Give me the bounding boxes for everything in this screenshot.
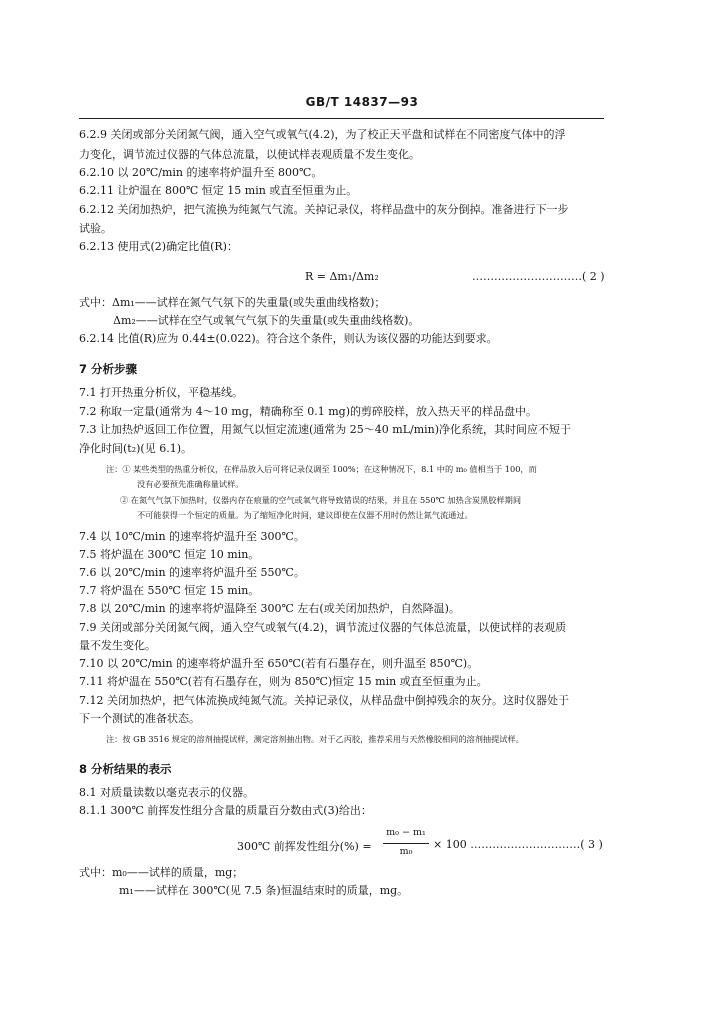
clause-7-3-line-2: 净化时间(t₂)(见 6.1)。 — [79, 442, 192, 455]
section-7-heading: 7 分析步骤 — [79, 362, 138, 376]
header-rule — [79, 118, 604, 119]
section-8-heading: 8 分析结果的表示 — [79, 762, 172, 776]
clause-6-2-10: 6.2.10 以 20℃/min 的速率将炉温升至 800℃。 — [79, 166, 323, 179]
clause-6-2-12-line-1: 6.2.12 关闭加热炉，把气流换为纯氮气气流。关掉记录仪，将样品盘中的灰分倒掉。准备进行下一步 — [79, 203, 569, 216]
equation-3-numerator: m₀ − m₁ — [386, 827, 426, 838]
clause-6-2-9-line-1: 6.2.9 关闭或部分关闭氮气阀，通入空气或氧气(4.2)，为了校正天平盘和试样在不同密度气体中的浮 — [79, 128, 566, 141]
clause-7-7: 7.7 将炉温在 550℃ 恒定 15 min。 — [79, 584, 260, 597]
clause-7-9-line-2: 量不发生变化。 — [79, 639, 156, 652]
clause-7-2: 7.2 称取一定量(通常为 4～10 mg，精确称至 0.1 mg)的剪碎胶样，放入热天平的样品盘中。 — [79, 405, 537, 418]
equation-3-lhs: 300℃ 前挥发性组分(%) = — [237, 840, 372, 853]
clause-6-2-14: 6.2.14 比值(R)应为 0.44±(0.022)。符合这个条件，则认为该仪器的功能达到要求。 — [79, 332, 498, 345]
where-m1: m₁——试样在 300℃(见 7.5 条)恒温结束时的质量，mg。 — [119, 884, 409, 897]
where-delta-m2: Δm₂——试样在空气或氧气气氛下的失重量(或失重曲线格数)。 — [113, 314, 420, 327]
clause-7-8: 7.8 以 20℃/min 的速率将炉温降至 300℃ 左右(或关闭加热炉，自然降温)。 — [79, 602, 460, 615]
equation-3-rhs: × 100 …………………………( 3 ) — [433, 838, 603, 851]
clause-6-2-13: 6.2.13 使用式(2)确定比值(R)： — [79, 240, 238, 253]
note-2-line-2: 不可能获得一个恒定的质量。为了缩短净化时间，建议即使在仪器不用时仍然让氮气流通过。 — [137, 510, 473, 520]
equation-2-formula: R = Δm₁/Δm₂ — [305, 270, 379, 283]
where-m0: 式中：m₀——试样的质量，mg； — [79, 866, 244, 879]
clause-7-9-line-1: 7.9 关闭或部分关闭氮气阀，通入空气或氧气(4.2)，调节流过仪器的气体总流量，以使试样的表观质 — [79, 621, 567, 634]
note-1-line-2: 没有必要预先准确称量试样。 — [137, 479, 244, 489]
clause-7-3-line-1: 7.3 让加热炉返回工作位置，用氮气以恒定流速(通常为 25～40 mL/min)净化系统，其时间应不短于 — [79, 423, 572, 436]
clause-6-2-12-line-2: 试验。 — [79, 222, 112, 235]
clause-7-11: 7.11 将炉温在 550℃(若有石墨存在，则为 850℃)恒定 15 min 或直至恒重为止。 — [79, 675, 488, 688]
clause-7-12-line-2: 下一个测试的准备状态。 — [79, 712, 200, 725]
page-header-standard-number: GB/T 14837—93 — [305, 95, 419, 109]
clause-7-6: 7.6 以 20℃/min 的速率将炉温升至 550℃。 — [79, 566, 305, 579]
clause-7-4: 7.4 以 10℃/min 的速率将炉温升至 300℃。 — [79, 530, 305, 543]
clause-7-10: 7.10 以 20℃/min 的速率将炉温升至 650℃(若有石墨存在，则升温至 850℃)。 — [79, 657, 479, 670]
note-3: 注：按 GB 3516 规定的溶剂抽提试样，测定溶剂抽出物。对于乙丙胶，推荐采用与天然橡胶相同的溶剂抽提试样。 — [106, 734, 524, 744]
equation-3-fraction-bar — [383, 843, 429, 844]
equation-3-denominator: m₀ — [399, 846, 413, 857]
clause-6-2-11: 6.2.11 让炉温在 800℃ 恒定 15 min 或直至恒重为止。 — [79, 184, 358, 197]
clause-6-2-9-line-2: 力变化，调节流过仪器的气体总流量，以使试样表观质量不发生变化。 — [79, 148, 420, 161]
clause-7-1: 7.1 打开热重分析仪，平稳基线。 — [79, 386, 243, 399]
clause-8-1-1: 8.1.1 300℃ 前挥发性组分含量的质量百分数由式(3)给出： — [79, 804, 372, 817]
note-2-line-1: ② 在氮气气氛下加热时，仪器内存在痕量的空气或氧气将导致错误的结果，并且在 550℃ 加热含炭黑胶样期间 — [120, 495, 522, 505]
clause-8-1: 8.1 对质量读数以毫克表示的仪器。 — [79, 786, 254, 799]
equation-2-number: …………………………( 2 ) — [472, 270, 605, 283]
clause-7-5: 7.5 将炉温在 300℃ 恒定 10 min。 — [79, 548, 260, 561]
note-1-line-1: 注：① 某些类型的热重分析仪，在样品放入后可将记录仪调至 100%；在这种情况下，8.1 中的 m₀ 值相当于 100，而 — [106, 464, 537, 474]
where-delta-m1: 式中：Δm₁——试样在氮气气氛下的失重量(或失重曲线格数)； — [79, 296, 386, 309]
clause-7-12-line-1: 7.12 关闭加热炉，把气体流换成纯氮气流。关掉记录仪，从样品盘中倒掉残余的灰分。这时仪器处于 — [79, 694, 569, 707]
